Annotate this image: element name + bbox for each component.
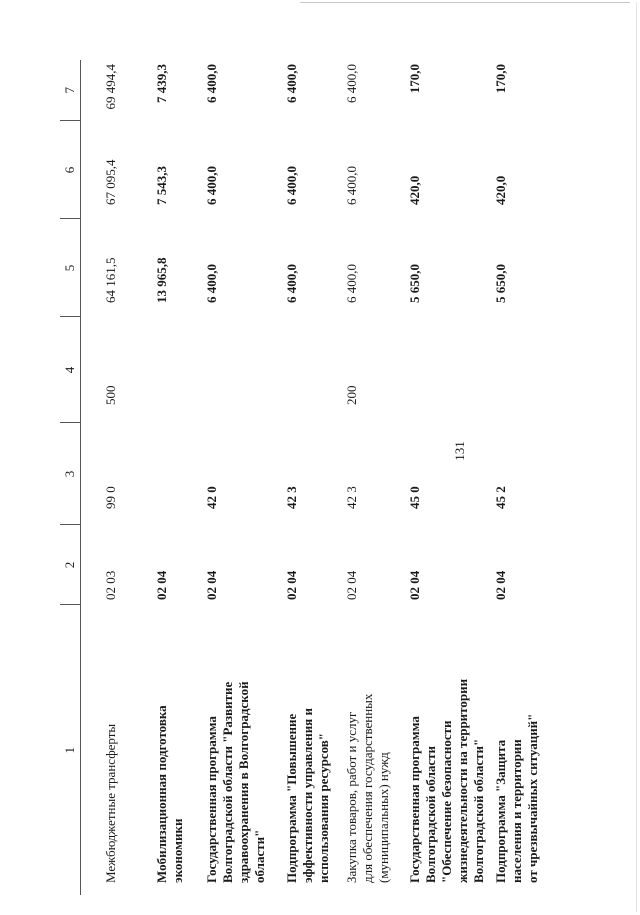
- table-row: [278, 60, 338, 895]
- column-header-2: 2: [60, 525, 81, 605]
- row-name: [148, 605, 198, 895]
- amount-col5: 64 161,5: [103, 257, 118, 303]
- target-code: 45 0: [407, 486, 422, 509]
- expense-kind: [278, 317, 338, 423]
- row-name-line: (муниципальных) нужд: [376, 752, 391, 883]
- section-code: 02 04: [154, 570, 169, 600]
- row-name-line: Межбюджетные трансферты: [103, 723, 118, 883]
- amount-col7: 170,0: [493, 64, 508, 94]
- column-header-3: 3: [60, 423, 81, 525]
- section-code: 02 03: [103, 570, 118, 600]
- section-code: 02 04: [407, 570, 422, 600]
- row-name-line: эффективности управления и: [300, 708, 315, 883]
- expense-kind: [487, 317, 557, 423]
- amount-col5: 13 965,8: [154, 257, 169, 303]
- row-name-line: "Обеспечение безопасности: [439, 720, 454, 883]
- target-code: 99 0: [103, 486, 118, 509]
- row-name: [81, 605, 149, 895]
- table-row: [401, 60, 487, 895]
- row-name-line: Подпрограмма "Повышение: [284, 713, 299, 883]
- row-name-line: здравоохранения в Волгоградской: [236, 681, 251, 883]
- row-name-line: Волгоградской области "Развитие: [220, 681, 235, 883]
- column-header-7: 7: [60, 60, 81, 121]
- row-name: [401, 605, 487, 895]
- row-name-line: жизнедеятельности на территории: [455, 678, 470, 883]
- table-row: [148, 60, 198, 895]
- amount-col5: 5 650,0: [407, 264, 422, 303]
- row-name-line: Волгоградской области: [423, 745, 438, 883]
- target-code: [148, 423, 198, 525]
- row-name-line: Подпрограмма "Защита: [493, 739, 508, 883]
- table-row: [81, 60, 149, 895]
- amount-col5: 6 400,0: [284, 264, 299, 303]
- target-code: 42 3: [344, 486, 359, 509]
- amount-col5: 6 400,0: [204, 264, 219, 303]
- amount-col7: 69 494,4: [103, 64, 118, 110]
- target-code: 45 2: [493, 486, 508, 509]
- target-code: 42 0: [204, 486, 219, 509]
- row-name-line: экономики: [170, 818, 185, 883]
- section-code: 02 04: [493, 570, 508, 600]
- amount-col6: 420,0: [407, 175, 422, 205]
- page-number: 131: [452, 441, 467, 461]
- column-header-6: 6: [60, 121, 81, 219]
- amount-col5: 5 650,0: [493, 264, 508, 303]
- row-name: [338, 605, 401, 895]
- amount-col6: 67 095,4: [103, 159, 118, 205]
- section-code: 02 04: [344, 570, 359, 600]
- row-name: [487, 605, 557, 895]
- row-name-line: области": [252, 829, 267, 883]
- row-name-line: Волгоградской области": [471, 738, 486, 883]
- amount-col6: 6 400,0: [284, 166, 299, 205]
- expense-kind: [401, 317, 487, 423]
- column-header-5: 5: [60, 219, 81, 317]
- amount-col6: 6 400,0: [204, 166, 219, 205]
- row-name: [198, 605, 278, 895]
- row-name-line: Государственная программа: [407, 716, 422, 883]
- budget-table: [60, 60, 557, 895]
- column-header-4: 4: [60, 317, 81, 423]
- amount-col7: 6 400,0: [344, 64, 359, 103]
- expense-kind: 200: [344, 385, 359, 405]
- section-code: 02 04: [204, 570, 219, 600]
- row-name: [278, 605, 338, 895]
- expense-kind: 500: [103, 385, 118, 405]
- amount-col6: 6 400,0: [344, 166, 359, 205]
- expense-kind: [148, 317, 198, 423]
- amount-col5: 6 400,0: [344, 264, 359, 303]
- row-name-line: Закупка товаров, работ и услуг: [344, 711, 359, 883]
- amount-col7: 170,0: [407, 64, 422, 94]
- header-row: [60, 60, 81, 895]
- amount-col7: 6 400,0: [284, 64, 299, 103]
- row-name-line: от чрезвычайных ситуаций": [525, 713, 540, 883]
- section-code: 02 04: [284, 570, 299, 600]
- expense-kind: [198, 317, 278, 423]
- table-row: [487, 60, 557, 895]
- amount-col7: 7 439,3: [154, 64, 169, 103]
- row-name-line: использования ресурсов": [316, 732, 331, 883]
- target-code: 42 3: [284, 486, 299, 509]
- column-header-1: 1: [60, 605, 81, 895]
- table-row: [338, 60, 401, 895]
- row-name-line: Государственная программа: [204, 716, 219, 883]
- row-name-line: Мобилизационная подготовка: [154, 705, 169, 883]
- table-row: [198, 60, 278, 895]
- row-name-line: для обеспечения государственных: [360, 693, 375, 883]
- amount-col7: 6 400,0: [204, 64, 219, 103]
- row-name-line: населения и территории: [509, 739, 524, 883]
- amount-col6: 7 543,3: [154, 166, 169, 205]
- amount-col6: 420,0: [493, 175, 508, 205]
